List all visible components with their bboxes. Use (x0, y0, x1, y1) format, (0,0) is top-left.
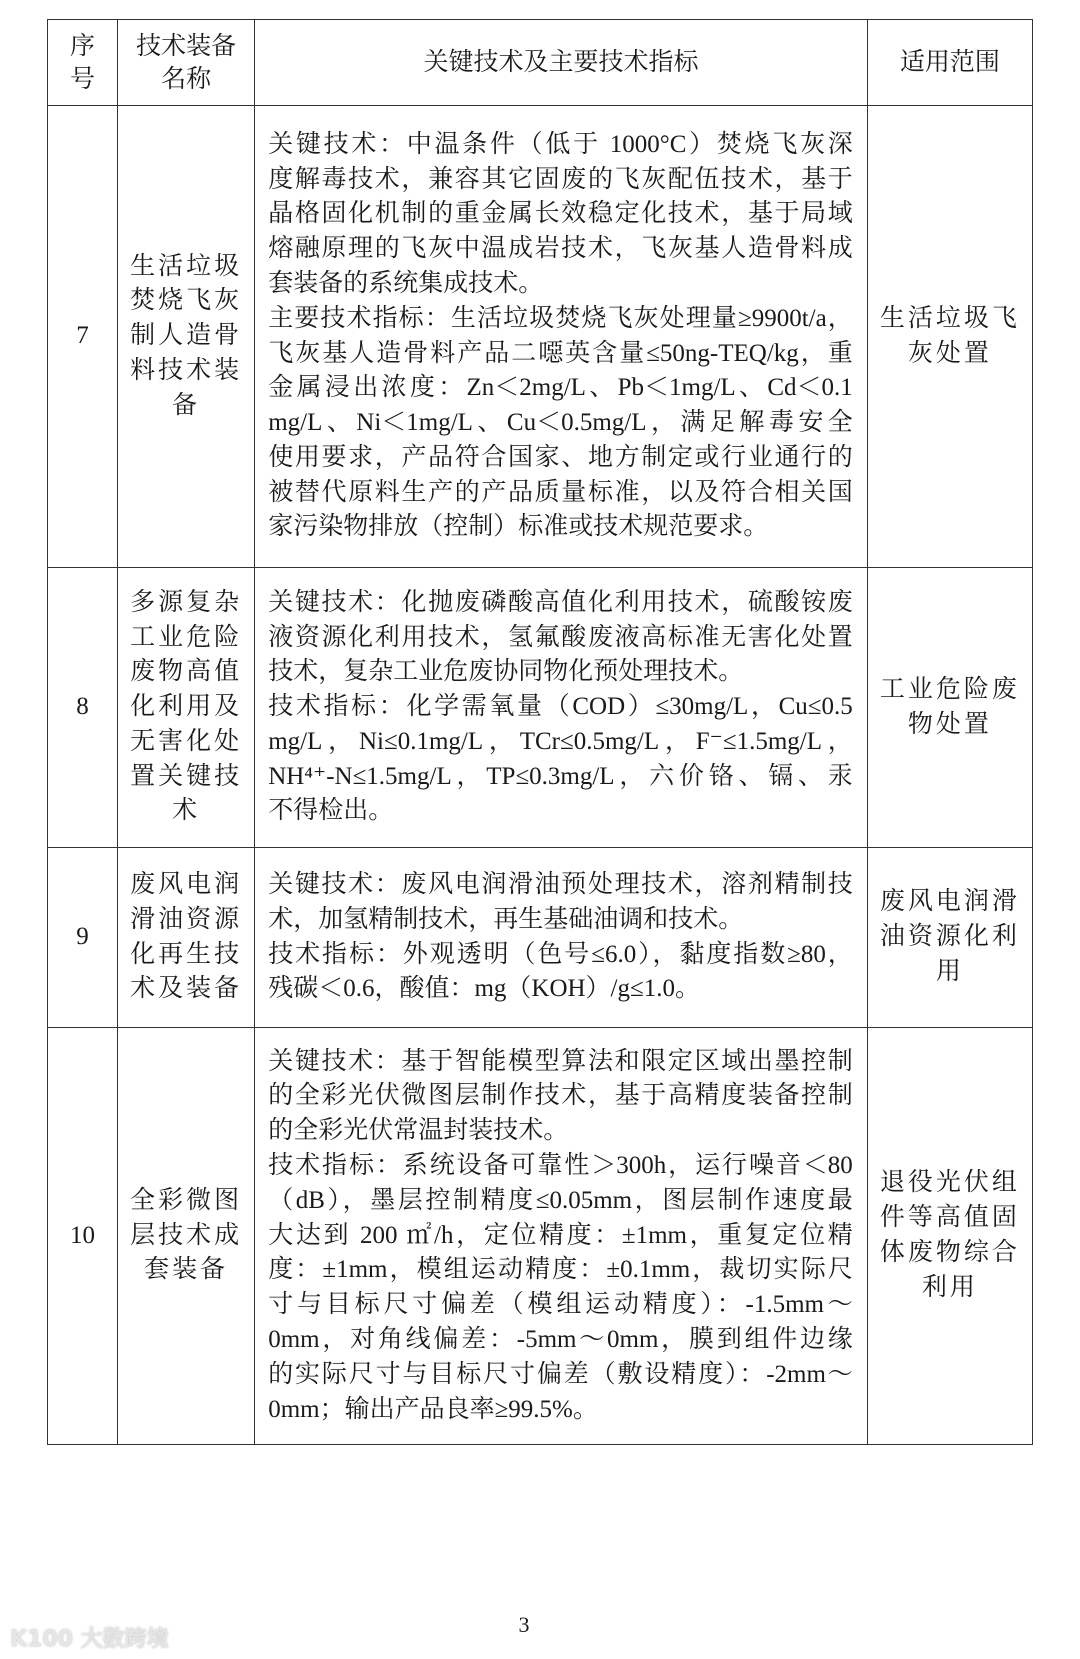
description-line: 技术指标：系统设备可靠性＞300h，运行噪音＜80 (268, 1152, 853, 1179)
description-line: 家污染物排放（控制）标准或技术规范要求。 (268, 513, 769, 541)
description-line: 关键技术：废风电润滑油预处理技术，溶剂精制技 (268, 870, 853, 898)
text-line: 技术装备 (136, 32, 237, 60)
text-line: 层技术成 (130, 1221, 243, 1249)
description-line: 关键技术：中温条件（低于 1000°C）焚烧飞灰深 (268, 130, 853, 158)
description-line: 度解毒技术，兼容其它固废的飞灰配伍技术，基于 (268, 165, 853, 193)
text-line: 无害化处 (130, 727, 243, 755)
description-line: 关键技术：化抛废磷酸高值化利用技术，硫酸铵废 (268, 588, 853, 616)
table-row (48, 106, 1033, 568)
text-line: 废风电润 (130, 870, 243, 898)
text-line: 置关键技 (130, 762, 243, 790)
text-line: 废物高值 (130, 658, 243, 686)
equipment-name (118, 1028, 255, 1445)
row-number: 8 (48, 568, 118, 848)
description-line: 度：±1mm，模组运动精度：±0.1mm，裁切实际尺 (268, 1256, 853, 1284)
description-line: 套装备的系统集成技术。 (268, 269, 544, 297)
description-line: 不得检出。 (268, 797, 394, 825)
key-technology-description (255, 1028, 868, 1445)
header-name (118, 20, 255, 106)
application-scope (867, 1028, 1032, 1445)
text-line: 化再生技 (130, 940, 243, 968)
description-line: （dB），墨层控制精度≤0.05mm，图层制作速度最 (268, 1186, 853, 1214)
header-desc (255, 20, 868, 106)
text-line: 生活垃圾 (130, 252, 243, 280)
key-technology-description (255, 568, 868, 848)
description-line: 技术，复杂工业危废协同物化预处理技术。 (268, 658, 744, 686)
description-line: 的全彩光伏微图层制作技术，基于高精度装备控制 (268, 1082, 853, 1110)
watermark-logo: K100 大数跨境 (10, 1627, 169, 1652)
description-line: 技术指标：外观透明（色号≤6.0），黏度指数≥80， (268, 940, 853, 968)
text-line: 用 (935, 957, 964, 985)
application-scope (867, 848, 1032, 1028)
key-technology-description (255, 106, 868, 568)
text-line: 体废物综合 (879, 1239, 1020, 1266)
table-row (48, 1028, 1033, 1445)
text-line: 废风电润滑 (879, 888, 1020, 916)
equipment-name (118, 568, 255, 848)
description-line: 术，加氢精制技术，再生基础油调和技术。 (268, 905, 744, 933)
text-line: 工业危险 (130, 623, 243, 651)
text-line: 套装备 (144, 1256, 229, 1284)
description-line: NH⁴⁺-N≤1.5mg/L，TP≤0.3mg/L，六价铬、镉、汞 (268, 762, 853, 790)
text-line: 滑油资源 (130, 905, 243, 933)
text-line: 序 (70, 32, 96, 60)
text-line: 化利用及 (130, 693, 243, 721)
row-number: 9 (48, 848, 118, 1028)
table-row (48, 848, 1033, 1028)
text-line: 全彩微图 (130, 1186, 243, 1214)
text-line: 利用 (921, 1273, 978, 1301)
description-line: 被替代原料生产的产品质量标准，以及符合相关国 (268, 478, 853, 506)
text-line: 名称 (161, 65, 212, 93)
row-number: 7 (48, 106, 118, 568)
header-scope (867, 20, 1032, 106)
table-header-row (48, 20, 1033, 106)
text-line: 术及装备 (130, 975, 243, 1003)
description-line: 残碳＜0.6，酸值：mg（KOH）/g≤1.0。 (268, 975, 700, 1003)
equipment-table (47, 19, 1033, 1445)
description-line: 关键技术：基于智能模型算法和限定区域出墨控制 (268, 1047, 853, 1075)
text-line: 退役光伏组 (879, 1169, 1020, 1197)
text-line: 关键技术及主要技术指标 (423, 49, 699, 76)
equipment-name (118, 848, 255, 1028)
key-technology-description (255, 848, 868, 1028)
application-scope (867, 106, 1032, 568)
text-line: 油资源化利 (879, 923, 1020, 951)
description-line: 飞灰基人造骨料产品二噁英含量≤50ng-TEQ/kg，重 (268, 339, 853, 367)
description-line: 主要技术指标：生活垃圾焚烧飞灰处理量≥9900t/a， (268, 304, 853, 332)
description-line: 金属浸出浓度：Zn＜2mg/L、Pb＜1mg/L、Cd＜0.1 (268, 374, 853, 402)
text-line: 工业危险废 (879, 675, 1020, 703)
text-line: 号 (70, 65, 96, 93)
description-line: 的实际尺寸与目标尺寸偏差（敷设精度）：-2mm～ (268, 1360, 853, 1388)
text-line: 多源复杂 (130, 588, 243, 616)
text-line: 适用范围 (899, 49, 1000, 76)
text-line: 物处置 (907, 710, 992, 738)
description-line: 技术指标：化学需氧量（COD）≤30mg/L，Cu≤0.5 (268, 693, 853, 721)
description-line: 使用要求，产品符合国家、地方制定或行业通行的 (268, 443, 853, 471)
header-no (48, 20, 118, 106)
text-line: 料技术装 (130, 356, 243, 384)
description-line: 晶格固化机制的重金属长效稳定化技术，基于局域 (268, 200, 853, 228)
text-line: 生活垃圾飞 (879, 304, 1020, 332)
description-line: 的全彩光伏常温封装技术。 (268, 1117, 569, 1145)
description-line: mg/L，Ni≤0.1mg/L，TCr≤0.5mg/L，F⁻≤1.5mg/L， (268, 727, 853, 755)
text-line: 制人造骨 (130, 322, 243, 350)
description-line: 寸与目标尺寸偏差（模组运动精度）：-1.5mm～ (268, 1291, 853, 1319)
equipment-name (118, 106, 255, 568)
description-line: 大达到 200 ㎡/h，定位精度：±1mm，重复定位精 (268, 1221, 853, 1249)
text-line: 焚烧飞灰 (130, 287, 243, 315)
text-line: 件等高值固 (879, 1204, 1020, 1232)
description-line: 熔融原理的飞灰中温成岩技术，飞灰基人造骨料成 (268, 235, 853, 263)
description-line: 0mm，对角线偏差：-5mm～0mm，膜到组件边缘 (268, 1325, 853, 1353)
text-line: 术 (172, 797, 201, 825)
text-line: 备 (172, 391, 201, 419)
application-scope (867, 568, 1032, 848)
table-row (48, 568, 1033, 848)
description-line: mg/L、Ni＜1mg/L、Cu＜0.5mg/L，满足解毒安全 (268, 409, 853, 437)
row-number: 10 (48, 1028, 118, 1445)
page-number: 3 (518, 1612, 530, 1637)
text-line: 灰处置 (907, 339, 992, 367)
description-line: 0mm；输出产品良率≥99.5%。 (268, 1395, 598, 1423)
description-line: 液资源化利用技术，氢氟酸废液高标准无害化处置 (268, 623, 853, 651)
